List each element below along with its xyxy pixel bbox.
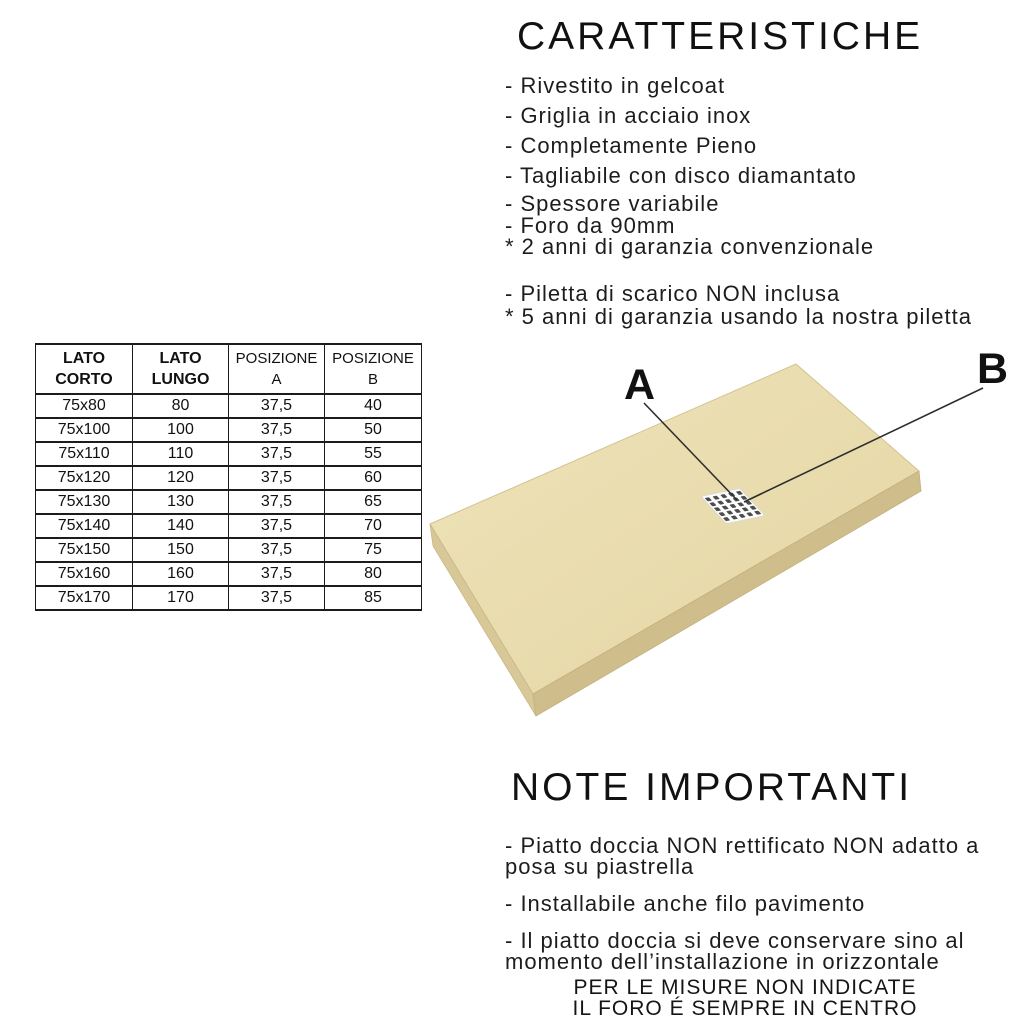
feature-item: * 2 anni di garanzia convenzionale [505,234,875,259]
feature-item: - Rivestito in gelcoat [505,73,726,98]
table-row: 75x160 160 37,5 80 [36,562,422,586]
table-row: 75x150 150 37,5 75 [36,538,422,562]
note-importanti-title: NOTE IMPORTANTI [511,766,913,809]
col-header-lato-corto: LATO CORTO [36,344,133,394]
table-row: 75x80 80 37,5 40 [36,394,422,418]
label-b: B [977,345,1009,393]
feature-list [505,74,972,329]
table-row: 75x120 120 37,5 60 [36,466,422,490]
table-row: 75x140 140 37,5 70 [36,514,422,538]
label-a: A [624,361,656,409]
table-row: 75x170 170 37,5 85 [36,586,422,610]
col-header-posizione-a: POSIZIONE A [229,344,325,394]
caratteristiche-title: CARATTERISTICHE [517,15,924,58]
notes-list [505,835,1000,988]
table-row: 75x100 100 37,5 50 [36,418,422,442]
feature-item: * 5 anni di garanzia usando la nostra piletta [505,304,972,329]
footer-note: PER LE MISURE NON INDICATE IL FORO É SEMPRE IN CENTRO [572,976,918,1020]
feature-item: - Spessore variabile [505,191,720,216]
feature-item: - Griglia in acciaio inox [505,103,752,128]
note-item: - Il piatto doccia si deve conservare sino al momento dell’installazione in orizzontale [505,928,965,974]
feature-item: - Foro da 90mm [505,213,676,238]
shower-tray-illustration [420,340,1024,740]
note-item: - Piatto doccia NON rettificato NON adatto a posa su piastrella [505,833,980,879]
note-item: - Installabile anche filo pavimento [505,891,866,916]
feature-item: - Piletta di scarico NON inclusa [505,281,841,306]
feature-item: - Tagliabile con disco diamantato [505,163,857,188]
size-table [35,343,422,611]
col-header-posizione-b: POSIZIONE B [325,344,422,394]
table-row: 75x130 130 37,5 65 [36,490,422,514]
feature-item: - Completamente Pieno [505,133,758,158]
table-row: 75x110 110 37,5 55 [36,442,422,466]
col-header-lato-lungo: LATO LUNGO [133,344,229,394]
table-header-row [36,344,422,394]
